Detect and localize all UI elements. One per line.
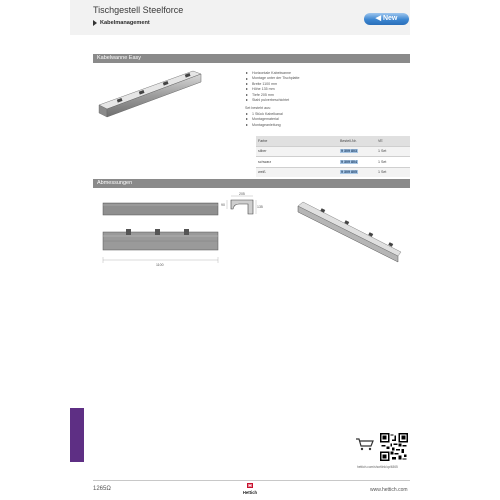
unit-cell: 1 Set	[378, 149, 387, 154]
dimension-height: 135	[257, 205, 263, 209]
color-cell: schwarz	[258, 159, 272, 164]
order-number: 9 309 803	[341, 149, 357, 154]
unit-cell: 1 Set	[378, 170, 387, 175]
brand-name: Hettich	[242, 490, 258, 495]
isometric-view	[298, 206, 398, 262]
set-heading: Set besteht aus:	[245, 106, 271, 111]
color-cell: weiß	[258, 170, 266, 175]
table-header-row	[256, 136, 410, 146]
play-arrow-icon	[93, 20, 97, 26]
color-cell: silber	[258, 149, 267, 154]
set-item: Montagematerial	[245, 117, 405, 122]
page-title: Tischgestell Steelforce	[93, 5, 184, 15]
feature-item: Höhe 135 mm	[245, 87, 405, 92]
order-number: 9 309 804	[341, 159, 357, 164]
set-item: Montageanleitung	[245, 123, 405, 128]
table-row	[256, 167, 410, 177]
section-title-product: Kabelwanne Easy	[97, 55, 142, 61]
order-table	[256, 136, 410, 177]
feature-item: Tiefe 205 mm	[245, 93, 405, 98]
qr-caption: hettich.com/shortlink/qr/4865	[357, 465, 398, 469]
section-title-dimensions: Abmessungen	[97, 180, 133, 186]
order-number-cell	[338, 167, 376, 177]
product-image	[93, 65, 208, 125]
chapter-tab	[70, 408, 84, 462]
feature-item: Montage unter der Tischplatte	[245, 76, 405, 81]
order-number-cell	[338, 146, 376, 157]
table-row	[256, 157, 410, 168]
dimension-depth: 205	[239, 192, 245, 196]
feature-item: Stahl pulverbeschichtet	[245, 98, 405, 103]
qr-code	[380, 433, 408, 461]
cross-section-profile	[231, 200, 253, 214]
page-number: 1265Ω	[93, 486, 111, 492]
dimension-width: 1100	[156, 263, 164, 267]
order-number-cell	[338, 157, 376, 168]
table-header-order: Bestell-Nr.	[340, 138, 357, 143]
feature-item: Breite 1100 mm	[245, 82, 405, 87]
arrow-left-icon: ◀	[375, 15, 382, 22]
table-header-color: Farbe	[258, 138, 268, 143]
unit-cell: 1 Set	[378, 159, 387, 164]
order-number: 9 309 805	[341, 170, 357, 175]
table-header-unit: VE	[378, 138, 383, 143]
new-badge	[364, 13, 409, 25]
feature-item: Horizontale Kabelwanne	[245, 71, 405, 76]
section-bar-dimensions	[93, 179, 410, 188]
website-link[interactable]: www.hettich.com	[370, 487, 408, 493]
shopping-cart-icon	[355, 437, 374, 451]
set-item: 1 Stück Kabelkanal	[245, 112, 405, 117]
dimension-drawing	[93, 190, 410, 270]
page-subtitle: Kabelmanagement	[100, 20, 150, 26]
footer-divider	[93, 480, 410, 481]
hettich-logo	[234, 483, 266, 495]
new-badge-label: New	[382, 15, 398, 22]
section-bar-product	[93, 54, 410, 63]
feature-list	[245, 71, 405, 128]
table-row	[256, 146, 410, 157]
dimension-height-small: 90	[221, 203, 225, 207]
